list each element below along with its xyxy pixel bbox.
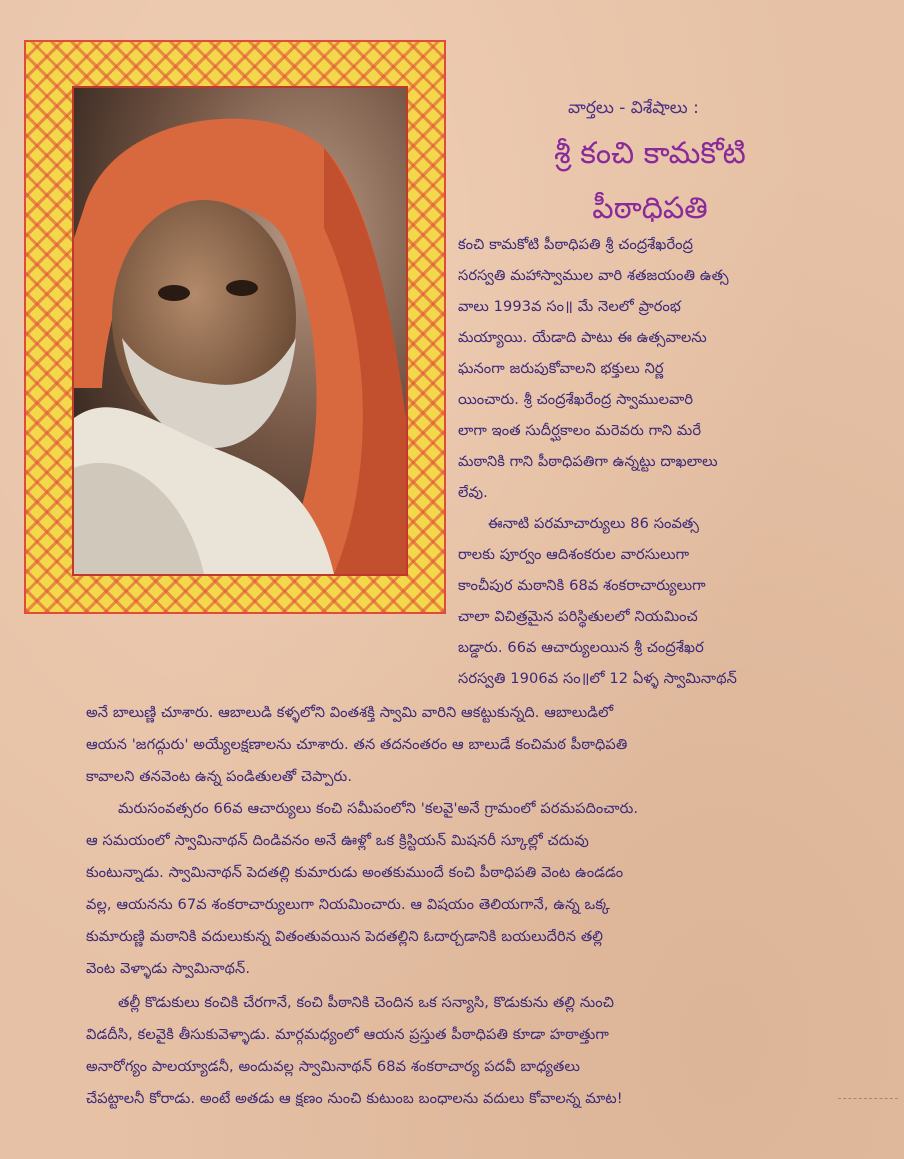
text-line: సరస్వతి 1906వ సం॥లో 12 ఏళ్ళ స్వామినాథన్	[458, 670, 737, 687]
text-line: వల్ల, ఆయనను 67వ శంకరాచార్యులుగా నియమించారు. ఆ విషయం తెలియగానే, ఉన్న ఒక్క	[86, 896, 611, 913]
text-line: యించారు. శ్రీ చంద్రశేఖరేంద్ర స్వాములవారి	[458, 391, 694, 408]
text-line: ఆయన 'జగద్గురు' అయ్యేలక్షణాలను చూశారు. తన తదనంతరం ఆ బాలుడే కంచిమఠ పీఠాధిపతి	[86, 736, 628, 753]
text-line: అనారోగ్యం పాలయ్యాడనీ, అందువల్ల స్వామినాథన్ 68వ శంకరాచార్య పదవీ బాధ్యతలు	[86, 1058, 581, 1075]
text-line: వాలు 1993వ సం॥ మే నెలలో ప్రారంభ	[458, 298, 681, 315]
page-corner-mark	[838, 1098, 898, 1139]
portrait-photo	[72, 86, 408, 576]
text-line: వెంట వెళ్ళాడు స్వామినాథన్.	[86, 960, 251, 977]
text-line: తల్లీ కొడుకులు కంచికి చేరగానే, కంచి పీఠానికి చెందిన ఒక సన్యాసి, కొడుకును తల్లి నుంచి	[118, 994, 615, 1011]
text-line: కుంటున్నాడు. స్వామినాథన్ పెదతల్లి కుమారుడు అంతకుముందే కంచి పీఠాధిపతి వెంట ఉండడం	[86, 864, 624, 881]
text-line: రాలకు పూర్వం ఆదిశంకరుల వారసులుగా	[458, 546, 690, 563]
text-line: కంచి కామకోటి పీఠాధిపతి శ్రీ చంద్రశేఖరేంద్ర	[458, 236, 694, 253]
text-line: చేపట్టాలనీ కోరాడు. అంటే అతడు ఆ క్షణం నుంచి కుటుంబ బంధాలను వదులు కోవాలన్న మాట!	[86, 1090, 623, 1107]
article-title-line-2: పీఠాధిపతి	[592, 191, 708, 226]
text-line: చాలా విచిత్రమైన పరిస్థితులలో నియమించ	[458, 608, 698, 625]
text-line: కావాలని తనవెంట ఉన్న పండితులతో చెప్పారు.	[86, 768, 353, 785]
text-line: మయ్యాయి. యేడాది పాటు ఈ ఉత్సవాలను	[458, 329, 707, 346]
text-line: లాగా ఇంత సుదీర్ఘకాలం మరెవరు గాని మరే	[458, 422, 702, 439]
text-line: ఘనంగా జరుపుకోవాలని భక్తులు నిర్ణ	[458, 360, 664, 377]
text-line: అనే బాలుణ్ణి చూశారు. ఆబాలుడి కళ్ళలోని వింతశక్తి స్వామి వారిని ఆకట్టుకున్నది. ఆబాలుడిలో	[86, 704, 614, 721]
article-title-line-1: శ్రీ కంచి కామకోటి	[554, 136, 746, 171]
text-line: బడ్డారు. 66వ ఆచార్యులయిన శ్రీ చంద్రశేఖర	[458, 639, 704, 656]
portrait-illustration-icon	[74, 88, 406, 574]
floral-frame	[24, 40, 446, 614]
text-line: ఆ సమయంలో స్వామినాథన్ దిండివనం అనే ఊళ్లో ఒక క్రిస్టియన్ మిషనరీ స్కూల్లో చదువు	[86, 832, 589, 849]
text-line: లేవు.	[458, 484, 488, 501]
text-line: విడదీసి, కలవైకి తీసుకువెళ్ళాడు. మార్గమధ్యంలో ఆయన ప్రస్తుత పీఠాధిపతి కూడా హఠాత్తుగా	[86, 1026, 609, 1043]
text-line: ఈనాటి పరమాచార్యులు 86 సంవత్స	[488, 515, 699, 532]
text-line: సరస్వతి మహాస్వాముల వారి శతజయంతి ఉత్స	[458, 267, 729, 284]
text-line: మరుసంవత్సరం 66వ ఆచార్యులు కంచి సమీపంలోని 'కలవై'అనే గ్రామంలో పరమపదించారు.	[118, 800, 639, 817]
text-line: మఠానికి గాని పీఠాధిపతిగా ఉన్నట్టు దాఖలాలు	[458, 453, 718, 470]
text-line: కుమారుణ్ణి మఠానికి వదులుకున్న వితంతువయిన పెదతల్లిని ఓదార్చడానికి బయలుదేరిన తల్లి	[86, 928, 604, 945]
article-kicker: వార్తలు - విశేషాలు :	[568, 98, 699, 118]
text-line: కాంచీపుర మఠానికి 68వ శంకరాచార్యులుగా	[458, 577, 706, 594]
